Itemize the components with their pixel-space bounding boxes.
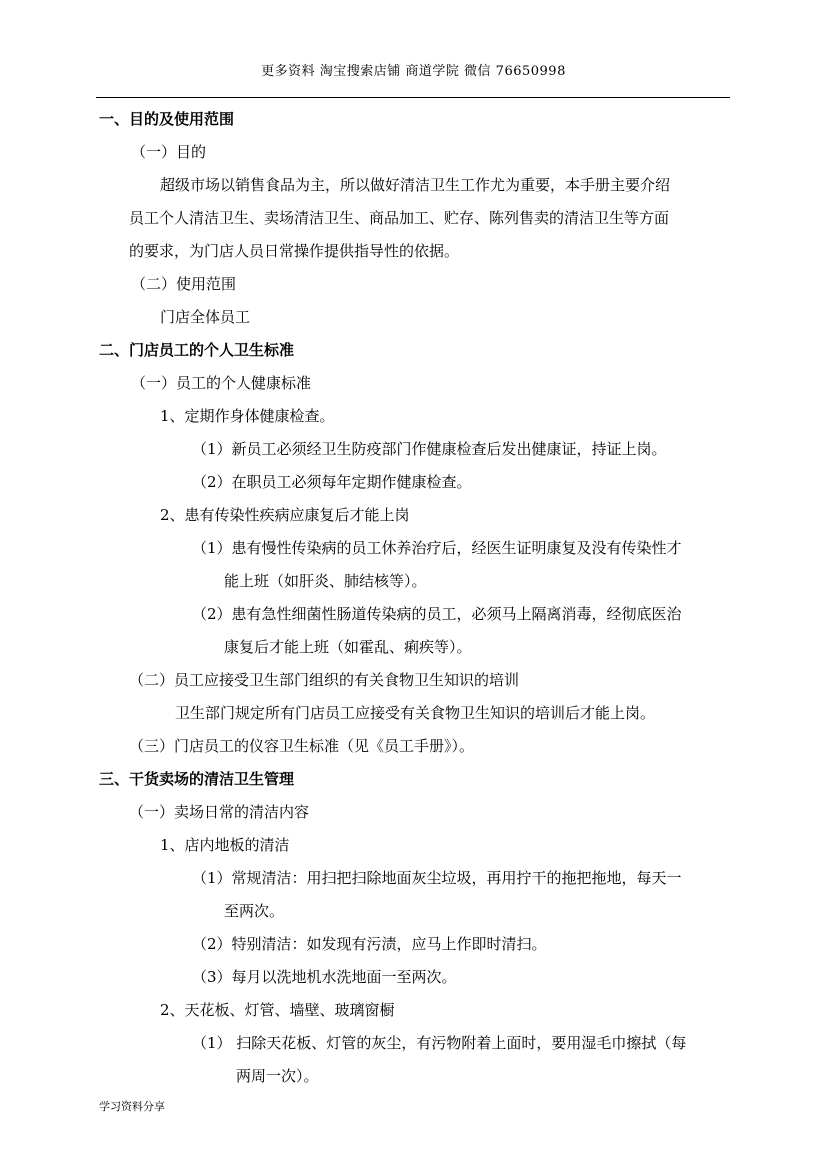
page-footer: 学习资料分享 [99, 1100, 165, 1113]
list-item: 1、定期作身体健康检查。 [160, 407, 335, 425]
subsection-heading: （二）使用范围 [131, 275, 237, 293]
paragraph-line: 超级市场以销售食品为主，所以做好清洁卫生工作尤为重要，本手册主要介绍 [160, 176, 671, 194]
list-subitem-continuation: 至两次。 [224, 902, 285, 920]
paragraph-line: 的要求，为门店人员日常操作提供指导性的依据。 [129, 242, 460, 260]
paragraph-line: 员工个人清洁卫生、卖场清洁卫生、商品加工、贮存、陈列售卖的清洁卫生等方面 [129, 209, 670, 227]
section-heading: 二、门店员工的个人卫生标准 [99, 341, 295, 359]
list-subitem-continuation: 两周一次）。 [236, 1067, 319, 1085]
list-subitem: （1）新员工必须经卫生防疫部门作健康检查后发出健康证，持证上岗。 [192, 440, 667, 458]
subsection-heading: （一）员工的个人健康标准 [131, 374, 312, 392]
list-subitem: （1）患有慢性传染病的员工休养治疗后，经医生证明康复及没有传染性才 [192, 539, 682, 557]
list-subitem-continuation: 康复后才能上班（如霍乱、痢疾等）。 [224, 638, 472, 656]
subsection-heading: （三）门店员工的仪容卫生标准（见《员工手册》）。 [129, 737, 475, 755]
list-item: 2、患有传染性疾病应康复后才能上岗 [160, 506, 410, 524]
paragraph-line: 门店全体员工 [160, 308, 251, 326]
page-header: 更多资料 淘宝搜索店铺 商道学院 微信 76650998 [261, 64, 566, 79]
section-heading: 一、目的及使用范围 [99, 110, 235, 128]
subsection-heading: （一）目的 [131, 143, 207, 161]
subsection-heading: （一）卖场日常的清洁内容 [129, 803, 310, 821]
subsection-heading: （二）员工应接受卫生部门组织的有关食物卫生知识的培训 [129, 671, 520, 689]
list-subitem: （1）常规清洁：用扫把扫除地面灰尘垃圾，再用拧干的拖把拖地，每天一 [192, 869, 682, 887]
list-subitem: （2）特别清洁：如发现有污渍，应马上作即时清扫。 [192, 935, 547, 953]
list-subitem-continuation: 能上班（如肝炎、肺结核等）。 [224, 572, 427, 590]
list-item: 1、店内地板的清洁 [160, 836, 290, 854]
header-divider [96, 97, 730, 98]
list-subitem: （2）在职员工必须每年定期作健康检查。 [192, 473, 472, 491]
list-subitem: （3）每月以洗地机水洗地面一至两次。 [192, 968, 457, 986]
list-item: 2、天花板、灯管、墙壁、玻璃窗橱 [160, 1001, 395, 1019]
list-subitem: （2）患有急性细菌性肠道传染病的员工，必须马上隔离消毒，经彻底医治 [192, 605, 682, 623]
document-body [99, 103, 731, 1093]
paragraph-line: 卫生部门规定所有门店员工应接受有关食物卫生知识的培训后才能上岗。 [175, 704, 656, 722]
section-heading: 三、干货卖场的清洁卫生管理 [99, 770, 295, 788]
list-subitem: （1） 扫除天花板、灯管的灰尘，有污物附着上面时，要用湿毛巾擦拭（每 [192, 1034, 687, 1052]
